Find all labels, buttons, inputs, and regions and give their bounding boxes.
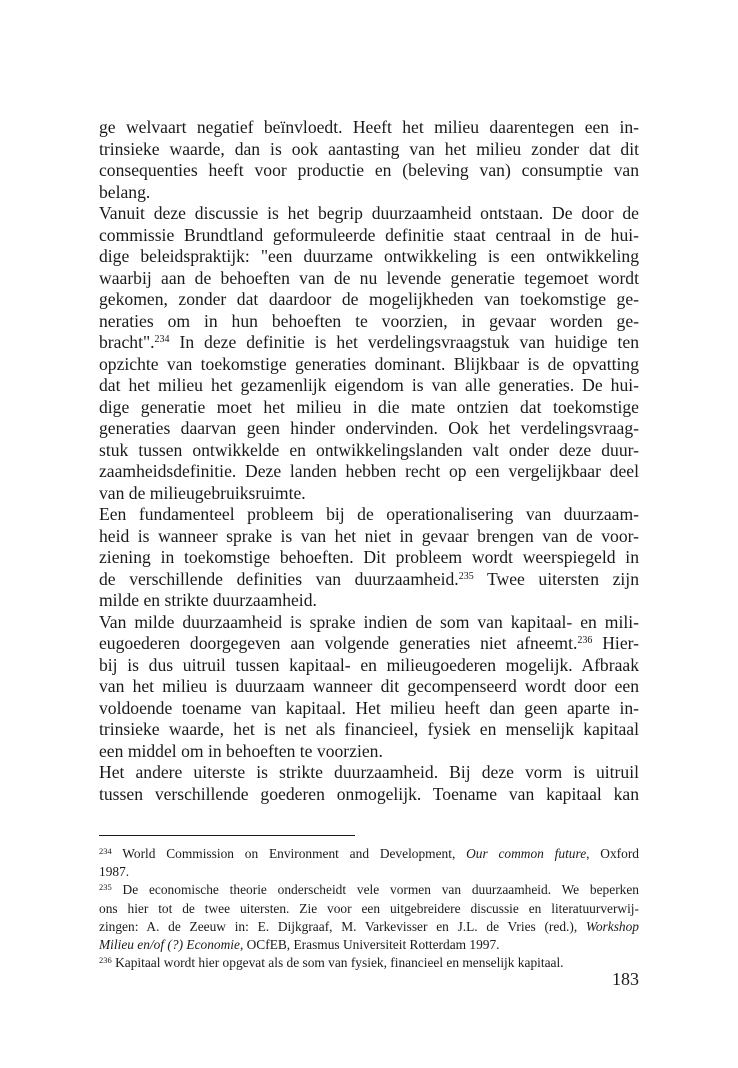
text-line: dige beleidspraktijk: "een duurzame ontwikkeling is een ontwikkeling [99, 246, 639, 266]
text-line: bracht".$^{234}$ In deze definitie is het verdelingsvraagstuk van huidige ten [99, 332, 639, 352]
text-line: consequenties heeft voor productie en (beleving van) consumptie van [99, 160, 639, 180]
text-line: Een fundamenteel probleem bij de operationalisering van duurzaam- [99, 504, 639, 524]
text-line: waarbij aan de behoeften van de nu levende generatie tegemoet wordt [99, 267, 639, 288]
text-line: ziening in toekomstige behoeften. Dit probleem wordt weerspiegeld in [99, 547, 639, 567]
text-line: bij is dus uitruil tussen kapitaal- en milieugoederen mogelijk. Afbraak [99, 654, 639, 675]
footnote-number: 234 [99, 846, 112, 856]
footnote-235-line: Milieu en/of (?) Economie, OCfEB, Erasmus Universiteit Rotterdam 1997. [99, 936, 500, 952]
footnote-235-line: zingen: A. de Zeeuw in: E. Dijkgraaf, M. Varkevisser en J.L. de Vries (red.), Workshop [99, 918, 639, 934]
text-line: dat het milieu het gezamenlijk eigendom is van alle generaties. De hui- [99, 375, 639, 395]
text-line: ge welvaart negatief beïnvloedt. Heeft het milieu daarentegen een in- [99, 117, 639, 137]
footnote-234-line: 1987. [99, 864, 130, 880]
text-line: trinsieke waarde, het is net als financieel, fysiek en menselijk kapitaal [99, 719, 639, 739]
text-line: belang. [99, 181, 151, 202]
text-line: generaties daarvan geen hinder ondervinden. Ook het verdelingsvraag- [99, 418, 639, 438]
text-line: een middel om in behoeften te voorzien. [99, 740, 383, 761]
footnote-235-line: ons hier tot de twee uitersten. Zie voor een uitgebreidere discussie en literatuurverwij- [99, 900, 639, 916]
text-line: milde en strikte duurzaamheid. [99, 590, 317, 610]
text-line: commissie Brundtland geformuleerde definitie staat centraal in de hui- [99, 224, 639, 245]
text-line: voldoende toename van kapitaal. Het milieu heeft dan geen aparte in- [99, 697, 639, 718]
footnote-reference: 235 [458, 570, 474, 582]
text-line: heid is wanneer sprake is van het niet in gevaar brengen van de voor- [99, 525, 639, 546]
page-number: 183 [612, 969, 639, 989]
footnotes [99, 845, 639, 972]
text-line: stuk tussen ontwikkelde en ontwikkelingslanden valt onder deze duur- [99, 439, 639, 460]
text-line: zaamheidsdefinitie. Deze landen hebben recht op een vergelijkbaar deel [99, 461, 639, 481]
text-line: de verschillende definities van duurzaamheid.$^{235}$ Twee uitersten zijn [99, 568, 639, 589]
text-line: dige generatie moet het milieu in die mate ontzien dat toekomstige [99, 396, 639, 417]
text-line: tussen verschillende goederen onmogelijk. Toename van kapitaal kan [99, 783, 639, 804]
text-line: van de milieugebruiksruimte. [99, 482, 306, 503]
footnote-235-line: $^{235}$ De economische theorie onderscheidt vele vormen van duurzaamheid. We beperken [99, 882, 639, 898]
footnote-number: 235 [99, 882, 112, 893]
text-line: eugoederen doorgegeven aan volgende generaties niet afneemt.$^{236}$ Hier- [99, 633, 639, 653]
footnote-reference: 236 [577, 635, 593, 646]
text-line: van het milieu is duurzaam wanneer dit gecompenseerd wordt door een [99, 676, 639, 696]
text-line: Vanuit deze discussie is het begrip duurzaamheid ontstaan. De door de [99, 203, 639, 223]
footnote-236-line: $^{236}$ Kapitaal wordt hier opgevat als de som van fysiek, financieel en menselijk kapitaal. [99, 955, 564, 971]
text-line: trinsieke waarde, dan is ook aantasting van het milieu zonder dat dit [99, 138, 639, 159]
text-line: opzichte van toekomstige generaties dominant. Blijkbaar is de opvatting [99, 353, 639, 374]
footnote-234-line: $^{234}$ World Commission on Environment and Development, Our common future, Oxford [99, 846, 639, 861]
footnote-separator [99, 835, 355, 836]
footnote-number: 236 [99, 955, 112, 966]
footnote-reference: 234 [154, 334, 170, 345]
text-line: Van milde duurzaamheid is sprake indien de som van kapitaal- en mili- [99, 611, 639, 632]
text-line: neraties om in hun behoeften te voorzien, in gevaar worden ge- [99, 310, 639, 331]
text-line: gekomen, zonder dat daardoor de mogelijkheden van toekomstige ge- [99, 289, 639, 309]
text-line: Het andere uiterste is strikte duurzaamheid. Bij deze vorm is uitruil [99, 762, 639, 782]
body-text [99, 117, 639, 805]
